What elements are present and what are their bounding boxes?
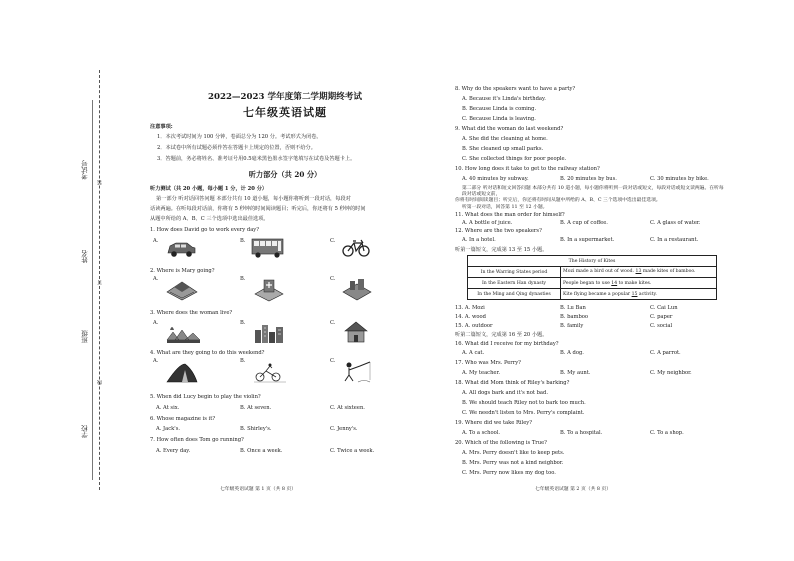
part2-instruction-1: 第二部分 听对话和短文回答问题 本部分共有 10 道小题，每小题你将听到一段对话或短文，每段对话或短文读两遍。在听每段对话或短文前， — [462, 186, 724, 197]
q7-option-b: B. Once a week. — [240, 448, 283, 454]
q1-label-a: A. — [153, 238, 159, 244]
listening-section-title: 听力测试（共 20 小题，每小题 1 分，计 20 分） — [150, 186, 268, 192]
kite-history-table — [467, 255, 717, 300]
q12-option-b: B. In a supermarket. — [560, 237, 615, 243]
note-1: 1．本次考试时间为 100 分钟，卷面总分为 120 分。考试形式为闭卷。 — [157, 134, 322, 140]
question-1: 1. How does David go to work every day? — [150, 227, 260, 233]
q18-option-b: B. We should teach Riley not to bark too much. — [462, 400, 586, 406]
q5-option-c: C. At sixteen. — [330, 405, 365, 411]
question-16: 16. What did I receive for my birthday? — [455, 341, 559, 347]
question-3: 3. Where does the woman live? — [150, 310, 233, 316]
fishing-icon — [340, 360, 372, 386]
table-row-1-content: Mozi made a bird out of wood. 13 made kites of bamboo. — [561, 267, 717, 278]
q14-option-b: B. bamboo — [560, 314, 589, 320]
q15-option-a: 15. A. outdoor — [455, 323, 493, 329]
q6-option-c: C. Jenny's. — [330, 426, 358, 432]
instruction-line-2: 话读两遍。在听每段对话前，你将有 5 秒钟的时间阅读题目；听完后，你还将有 5 秒钟的时间 — [150, 206, 366, 212]
table-row-3-period: In the Ming and Qing dynasties — [468, 289, 561, 300]
side-label-class: 班级 — [81, 330, 89, 343]
q8-option-b: B. Because Linda is coming. — [462, 106, 537, 112]
question-8: 8. Why do the speakers want to have a party? — [455, 86, 576, 92]
question-6: 6. Whose magazine is it? — [150, 416, 216, 422]
note-3: 3．答题前，务必将姓名、准考证号用0.5毫米黑色墨水签字笔填写在试卷及答题卡上。 — [157, 156, 356, 162]
part2-instruction-2: 你将有时间阅读题目；听完后，你还将有时间从题中所给的 A、B、C 三个选项中选出最佳选项。 — [455, 198, 661, 203]
blank-13[interactable]: 13 — [635, 269, 642, 275]
question-7: 7. How often does Tom go running? — [150, 437, 244, 443]
q10-option-c: C. 30 minutes by bike. — [650, 176, 709, 182]
q16-option-b: B. A dog. — [560, 350, 584, 356]
q5-option-a: A. At six. — [156, 405, 180, 411]
q3-label-a: A. — [153, 320, 159, 326]
q16-option-a: A. A cat. — [462, 350, 485, 356]
house-icon — [342, 320, 370, 344]
q18-option-c: C. We needn't listen to Mrs. Perry's complaint. — [462, 410, 585, 416]
q20-option-b: B. Mrs. Perry was not a kind neighbor. — [462, 460, 564, 466]
q9-option-c: C. She collected things for poor people. — [462, 156, 567, 162]
side-mark-3: 线 — [97, 380, 103, 385]
question-18: 18. What did Mom think of Riley's barking? — [455, 380, 570, 386]
q1-label-c: C. — [330, 238, 336, 244]
side-label-exam-number: 考试号 — [81, 160, 89, 180]
q2-label-b: B. — [240, 276, 246, 282]
side-label-school: 学校 — [81, 425, 89, 438]
side-label-name: 姓名 — [81, 250, 89, 263]
q19-option-b: B. To a hospital. — [560, 430, 603, 436]
building-icon — [165, 278, 199, 302]
footer-left: 七年级英语试题 第 1 页（共 8 页） — [220, 487, 297, 492]
q12-option-a: A. In a hotel. — [462, 237, 496, 243]
q13-option-c: C. Cai Lun — [650, 305, 678, 311]
footer-right: 七年级英语试题 第 2 页（共 8 页） — [535, 487, 612, 492]
question-11-visible: 11. What does the man order for himself? — [455, 212, 565, 218]
q5-option-b: B. At seven. — [240, 405, 272, 411]
question-12: 12. Where are the two speakers? — [455, 228, 542, 234]
q11-option-c: C. A glass of water. — [650, 220, 701, 226]
q1-label-b: B. — [240, 238, 246, 244]
table-row-3-content: Kite flying became a popular 15 activity. — [561, 289, 717, 300]
village-icon — [165, 320, 201, 344]
q14-option-c: C. paper — [650, 314, 673, 320]
q13-option-a: 13. A. Mozi — [455, 305, 485, 311]
car-icon — [165, 238, 197, 260]
q17-option-a: A. My teacher. — [462, 370, 501, 376]
question-17: 17. Who was Mrs. Perry? — [455, 360, 521, 366]
note-2: 2．本试卷中所有试题必须作答在答题卡上规定的位置，否则不给分。 — [157, 145, 316, 151]
listening-part-title: 听力部分（共 20 分） — [248, 170, 322, 179]
hospital-icon — [252, 276, 286, 302]
question-5: 5. When did Lucy begin to play the violin? — [150, 394, 261, 400]
table-row-2-content: People began to use 14 to make kites. — [561, 278, 717, 289]
question-20: 20. Which of the following is True? — [455, 440, 547, 446]
question-2: 2. Where is Mary going? — [150, 268, 215, 274]
table-row-2-period: In the Eastern Han dynasty — [468, 278, 561, 289]
instruction-line-1: 第一部分 听对话回答问题 本部分共有 10 道小题，每小题你将听到一段对话，每段对 — [156, 196, 351, 202]
q17-option-b: B. My aunt. — [560, 370, 591, 376]
question-9: 9. What did the woman do last weekend? — [455, 126, 564, 132]
q10-option-a: A. 40 minutes by subway. — [462, 176, 529, 182]
exam-title: 2022—2023 学年度第二学期期终考试 — [208, 92, 362, 102]
q18-option-a: A. All dogs bark and it's not bad. — [462, 390, 548, 396]
q11-option-b: B. A cup of coffee. — [560, 220, 608, 226]
q20-option-a: A. Mrs. Perry doesn't like to keep pets. — [462, 450, 565, 456]
passage2-intro: 听第二篇短文，完成第 16 至 20 小题。 — [455, 332, 548, 338]
q15-option-c: C. social — [650, 323, 673, 329]
q8-option-a: A. Because it's Linda's birthday. — [462, 96, 546, 102]
q4-label-c: C. — [330, 358, 336, 364]
q2-label-a: A. — [153, 276, 159, 282]
table-row-1-period: In the Warring States period — [468, 267, 561, 278]
q20-option-c: C. Mrs. Perry now likes my dog too. — [462, 470, 556, 476]
blank-14[interactable]: 14 — [611, 280, 618, 286]
q3-label-b: B. — [240, 320, 246, 326]
q9-option-b: B. She cleaned up small parks. — [462, 146, 544, 152]
question-4: 4. What are they going to do this weekend? — [150, 350, 265, 356]
q15-option-b: B. family — [560, 323, 584, 329]
city-icon — [252, 320, 286, 344]
q19-option-a: A. To a school. — [462, 430, 501, 436]
tent-icon — [165, 362, 199, 384]
side-mark-1: 装 — [97, 180, 103, 185]
side-field-line — [92, 100, 93, 480]
q14-option-a: 14. A. wood — [455, 314, 486, 320]
q17-option-c: C. My neighbor. — [650, 370, 692, 376]
table-title: The History of Kites — [468, 256, 717, 267]
q6-option-b: B. Shirley's. — [240, 426, 272, 432]
q12-option-c: C. In a restaurant. — [650, 237, 699, 243]
bicycle-icon — [342, 238, 370, 258]
q4-label-b: B. — [240, 358, 246, 364]
q6-option-a: A. Jack's. — [156, 426, 181, 432]
q16-option-c: C. A parrot. — [650, 350, 681, 356]
bank-icon — [340, 276, 374, 302]
q13-option-b: B. Lu Ban — [560, 305, 586, 311]
q7-option-a: A. Every day. — [156, 448, 191, 454]
question-10: 10. How long does it take to get to the railway station? — [455, 166, 600, 172]
q7-option-c: C. Twice a week. — [330, 448, 375, 454]
notes-heading: 注意事项: — [150, 124, 173, 130]
q3-label-c: C. — [330, 320, 336, 326]
q10-option-b: B. 20 minutes by bus. — [560, 176, 617, 182]
passage1-intro: 听第一篇短文，完成第 13 至 15 小题。 — [455, 247, 548, 253]
q4-label-a: A. — [153, 358, 159, 364]
q9-option-a: A. She did the cleaning at home. — [462, 136, 548, 142]
part2-instruction-3: 听第一段对话，回答第 11 至 12 小题。 — [462, 205, 548, 210]
q19-option-c: C. To a shop. — [650, 430, 684, 436]
bus-icon — [250, 236, 286, 260]
question-19: 19. Where did we take Riley? — [455, 420, 532, 426]
side-mark-2: 订 — [97, 280, 103, 285]
cycling-icon — [252, 362, 288, 384]
q2-label-c: C. — [330, 276, 336, 282]
exam-subtitle: 七年级英语试题 — [243, 106, 327, 119]
blank-15[interactable]: 15 — [631, 291, 638, 297]
instruction-line-3: 从题中所给的 A、B、C 三个选项中选出最佳选项。 — [150, 216, 269, 222]
q8-option-c: C. Because Linda is leaving. — [462, 116, 536, 122]
q11-option-a: A. A bottle of juice. — [462, 220, 513, 226]
